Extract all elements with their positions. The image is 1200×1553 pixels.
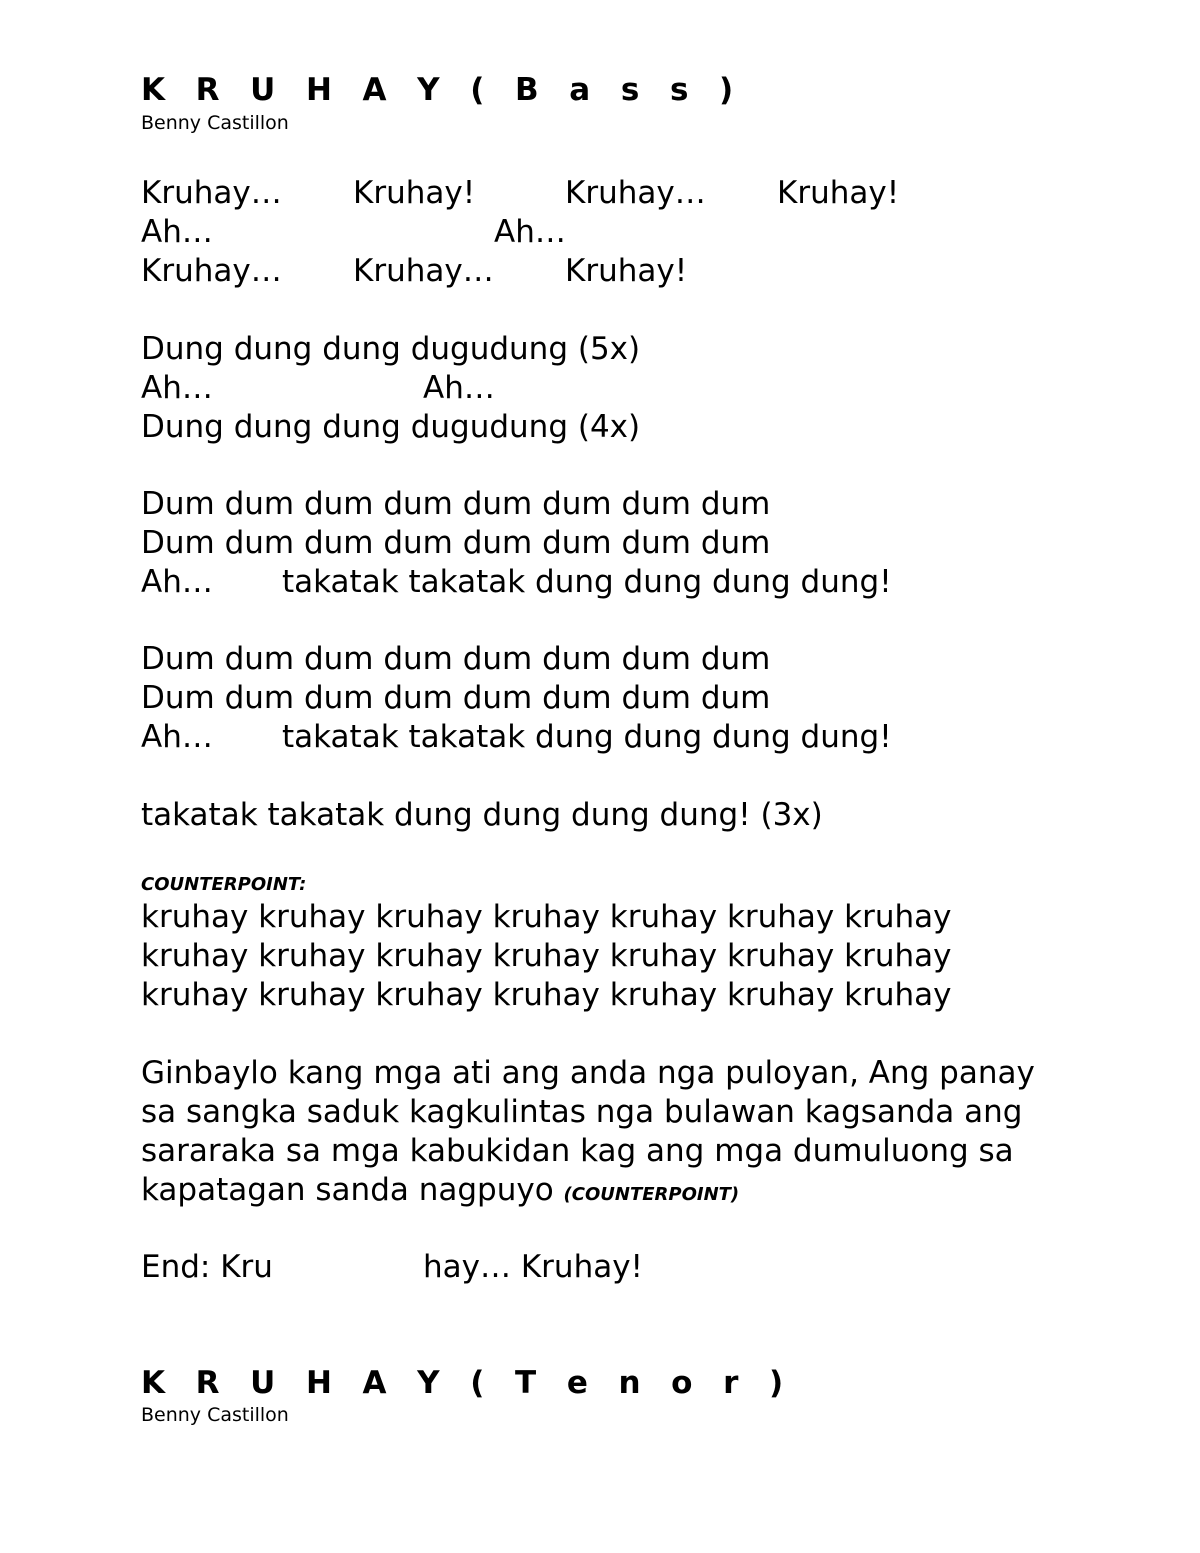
dum2-line-3 [141,718,1041,756]
counterpoint-line-1: kruhay kruhay kruhay kruhay kruhay kruhay kruhay [141,899,952,935]
intro-word: Kruhay… [353,253,494,289]
intro-word: Kruhay! [353,175,476,211]
dum1-ah: Ah… [141,564,213,600]
end-hay: hay… Kruhay! [423,1249,643,1285]
dum1-line-2: Dum dum dum dum dum dum dum dum [141,525,771,561]
dum2-takatak: takatak takatak dung dung dung dung! [282,719,892,755]
dung-line-2 [141,369,1041,407]
verse-line-4 [141,1171,739,1214]
dum2-ah: Ah… [141,719,213,755]
verse-line-2: sa sangka saduk kagkulintas nga bulawan kagsanda ang [141,1094,1023,1130]
end-kru: End: Kru [141,1249,273,1285]
counterpoint-line-3: kruhay kruhay kruhay kruhay kruhay kruhay kruhay [141,977,952,1013]
verse-line-3: sararaka sa mga kabukidan kag ang mga dumuluong sa [141,1133,1014,1169]
intro-word: Kruhay… [141,253,282,289]
verse-line-4-text: kapatagan sanda nagpuyo [141,1172,554,1208]
bass-title: K R U H A Y ( B a s s ) [141,72,744,108]
dum1-line-3 [141,563,1041,601]
intro-word: Kruhay… [565,175,706,211]
end-line [141,1248,1041,1286]
dung-ah: Ah… [423,370,495,406]
dung-ah: Ah… [141,370,213,406]
dung-line-3: Dung dung dung dugudung (4x) [141,409,641,445]
dung-line-1: Dung dung dung dugudung (5x) [141,331,641,367]
tenor-title: K R U H A Y ( T e n o r ) [141,1365,794,1401]
takatak-line: takatak takatak dung dung dung dung! (3x) [141,797,823,833]
intro-line-1 [141,174,1041,212]
dum1-takatak: takatak takatak dung dung dung dung! [282,564,892,600]
intro-word: Kruhay… [141,175,282,211]
dum2-line-2: Dum dum dum dum dum dum dum dum [141,680,771,716]
counterpoint-line-2: kruhay kruhay kruhay kruhay kruhay kruhay kruhay [141,938,952,974]
bass-author: Benny Castillon [141,112,289,134]
intro-line-2 [141,213,1041,251]
dum2-line-1: Dum dum dum dum dum dum dum dum [141,641,771,677]
intro-word: Ah… [141,214,213,250]
intro-line-3 [141,252,1041,290]
verse-line-1: Ginbaylo kang mga ati ang anda nga puloyan, Ang panay [141,1055,1035,1091]
intro-word: Kruhay! [777,175,900,211]
intro-word: Kruhay! [565,253,688,289]
counterpoint-label: COUNTERPOINT: [141,874,307,895]
tenor-author: Benny Castillon [141,1404,289,1426]
dum1-line-1: Dum dum dum dum dum dum dum dum [141,486,771,522]
verse-counterpoint-note: (COUNTERPOINT) [563,1184,740,1205]
intro-word: Ah… [494,214,566,250]
